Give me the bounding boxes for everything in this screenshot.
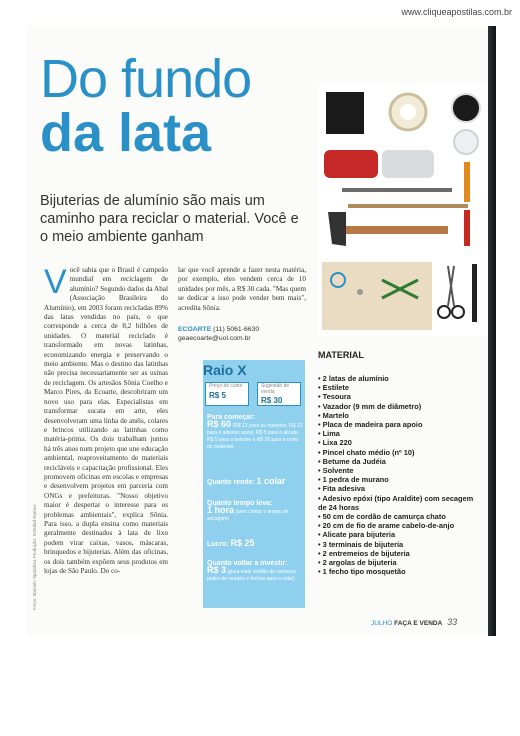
yield-value: 1 colar xyxy=(256,476,286,486)
page-number: 33 xyxy=(447,617,458,627)
page-footer xyxy=(371,617,457,627)
judea-bitumen-jar xyxy=(452,94,480,122)
reinvest-label: Quanto voltar a investir: xyxy=(207,560,288,567)
raio-x-title: Raio X xyxy=(203,362,247,378)
aluminum-can-red xyxy=(324,150,378,178)
file-tool xyxy=(342,188,452,192)
material-item: • Placa de madeira para apoio xyxy=(318,420,483,429)
article-subtitle: Bijuterias de alumínio são mais um caminho para reciclar o material. Você e o meio ambiente ganham xyxy=(40,193,299,245)
raio-reinvest xyxy=(207,560,303,583)
headline-line-2 xyxy=(40,103,212,163)
material-item: • 2 latas de alumínio xyxy=(318,374,483,383)
start-value: R$ 60 xyxy=(207,419,232,429)
raio-start xyxy=(207,414,303,451)
material-section xyxy=(318,350,483,576)
jewelry-findings xyxy=(357,289,363,295)
start-detail: (R$ 12 para os martelos, R$ 12 para o adesivo epóxi, R$ 5 para o alicate, R$ 5 para o betume e R$ 26 para o resto do material) xyxy=(207,423,303,450)
reinvest-value: R$ 3 xyxy=(207,565,227,575)
ecoarte-email: geaecoarte@uol.com.br xyxy=(178,335,251,342)
material-item: • Pincel chato médio (nº 10) xyxy=(318,448,483,457)
body-text-1: ocê sabia que o Brasil é campeão mundial em reciclagem de alumínio? Segundo dados da Abal (Associação Brasileira do Alumínio), em 2003 foram recicladas 89% das latas vendidas no país, o que corresponde a cerca de 8,2 bilhões de unidades. O material reciclado é transformado em novas latinhas, economizando energia e preservando o meio ambiente. Mas o destino das latinhas não precisa necessariamente ser as usinas de reciclagem. Os artesãos Sônia Coelho e Marco Pires, da Ecoarte, descobriram um novo uso para elas. Especialistas em transformar sucata em arte, eles desenvolveram uma linha de anéis, colares e brincos utilizando as latinhas como matéria-prima. Os dois trabalham juntos há três anos num projeto que une educação ambiental, reaproveitamento de materiais recicláveis e capacitação profissional. Eles promovem oficinas em escolas e empresas e desenvolvem projetos em parceria com ONGs e prefeituras. "Nosso objetivo maior é despertar o interesse para os problemas ambientais", explica Sônia. Para isso, a dupla ensina como materiais geralmente destinados à lata de lixo podem virar caixas, vasos, máscaras, brinquedos e bijuterias. Além das oficinas, os dois também expõem seus produtos em lojas de São Paulo. Do co- xyxy=(44,266,168,575)
headline-line-1: Do fundo xyxy=(40,49,252,109)
time-label: Quanto tempo leva: xyxy=(207,500,273,507)
cutter-tool xyxy=(464,210,470,246)
time-value: 1 hora xyxy=(207,505,235,515)
footer-month: JULHO xyxy=(371,620,393,627)
material-item: • 20 cm de fio de arame cabelo-de-anjo xyxy=(318,521,483,530)
profit-label: Lucro: xyxy=(207,541,229,548)
punch-tool xyxy=(472,264,477,322)
reinvest-detail: (para mais cordão de camurça, pedra de murano e fechos para o colar) xyxy=(207,569,297,582)
sale-price-badge xyxy=(257,382,301,406)
headline-bold: lata xyxy=(118,103,212,163)
material-title: MATERIAL xyxy=(318,350,364,360)
headline-light: da xyxy=(40,103,119,163)
sale-price-value: R$ 30 xyxy=(261,396,283,405)
tape-roll-core xyxy=(400,104,416,120)
cost-price-value: R$ 5 xyxy=(209,390,226,400)
material-item: • 1 fecho tipo mosquetão xyxy=(318,567,483,576)
raio-time xyxy=(207,500,303,523)
material-item: • 2 entremeios de bijuteria xyxy=(318,549,483,558)
body-column-2 xyxy=(178,266,306,313)
body-column-1 xyxy=(44,263,168,576)
raio-yield xyxy=(207,478,286,487)
material-item: • 50 cm de cordão de camurça chato xyxy=(318,512,483,521)
raio-profit xyxy=(207,540,254,549)
aluminum-can-silver xyxy=(382,150,434,178)
cost-price-badge xyxy=(205,382,249,406)
yield-label: Quanto rende: xyxy=(207,479,255,486)
hammer-handle xyxy=(342,226,448,234)
site-url[interactable]: www.cliqueapostilas.com.br xyxy=(401,7,512,17)
material-item: • Fita adesiva xyxy=(318,484,483,493)
material-item: • Betume da Judéia xyxy=(318,457,483,466)
photo-credit: Fotos: Marcelo Spatafora Produção: Soledad Ramos xyxy=(32,504,37,610)
solvent-lid xyxy=(454,130,478,154)
raio-x-box xyxy=(203,360,305,608)
ecoarte-name: ECOARTE xyxy=(178,326,212,333)
material-item: • 3 terminais de bijuteria xyxy=(318,540,483,549)
start-label: Para começar: xyxy=(207,414,256,421)
material-item: • Lima xyxy=(318,429,483,438)
material-item: • 1 pedra de murano xyxy=(318,475,483,484)
material-item: • 2 argolas de bijuteria xyxy=(318,558,483,567)
materials-photo xyxy=(318,84,488,336)
material-list xyxy=(318,374,483,576)
time-detail: (sem contar o tempo de secagem) xyxy=(207,509,289,522)
wood-board-dark xyxy=(326,92,364,134)
cost-price-label: Preço de custo xyxy=(209,383,243,389)
ecoarte-contact xyxy=(178,325,259,343)
material-item: • Tesoura xyxy=(318,392,483,401)
material-item: • Solvente xyxy=(318,466,483,475)
sale-price-label: Sugestão de venda xyxy=(261,383,290,395)
material-item: • Lixa 220 xyxy=(318,438,483,447)
epoxy-tube xyxy=(464,162,470,202)
materials-photo-svg xyxy=(318,84,488,336)
page-spine xyxy=(488,26,496,636)
profit-value: R$ 25 xyxy=(230,538,255,548)
ecoarte-phone: (11) 5061-6630 xyxy=(211,326,260,333)
material-item: • Alicate para bijuteria xyxy=(318,530,483,539)
body-text-2: lar que você aprende a fazer nesta matéria, por exemplo, eles vendem cerca de 10 unidades por mês, a R$ 30 cada. "Mas quem se dedicar a isso pode vender bem mais", acredita Sônia. xyxy=(178,266,306,312)
material-item: • Vazador (9 mm de diâmetro) xyxy=(318,402,483,411)
material-item: • Estilete xyxy=(318,383,483,392)
brush-handle xyxy=(348,204,468,208)
drop-cap: V xyxy=(44,263,67,301)
material-item: • Martelo xyxy=(318,411,483,420)
footer-section: FAÇA E VENDA xyxy=(394,620,443,627)
material-item: • Adesivo epóxi (tipo Araldite) com secagem de 24 horas xyxy=(318,494,483,512)
